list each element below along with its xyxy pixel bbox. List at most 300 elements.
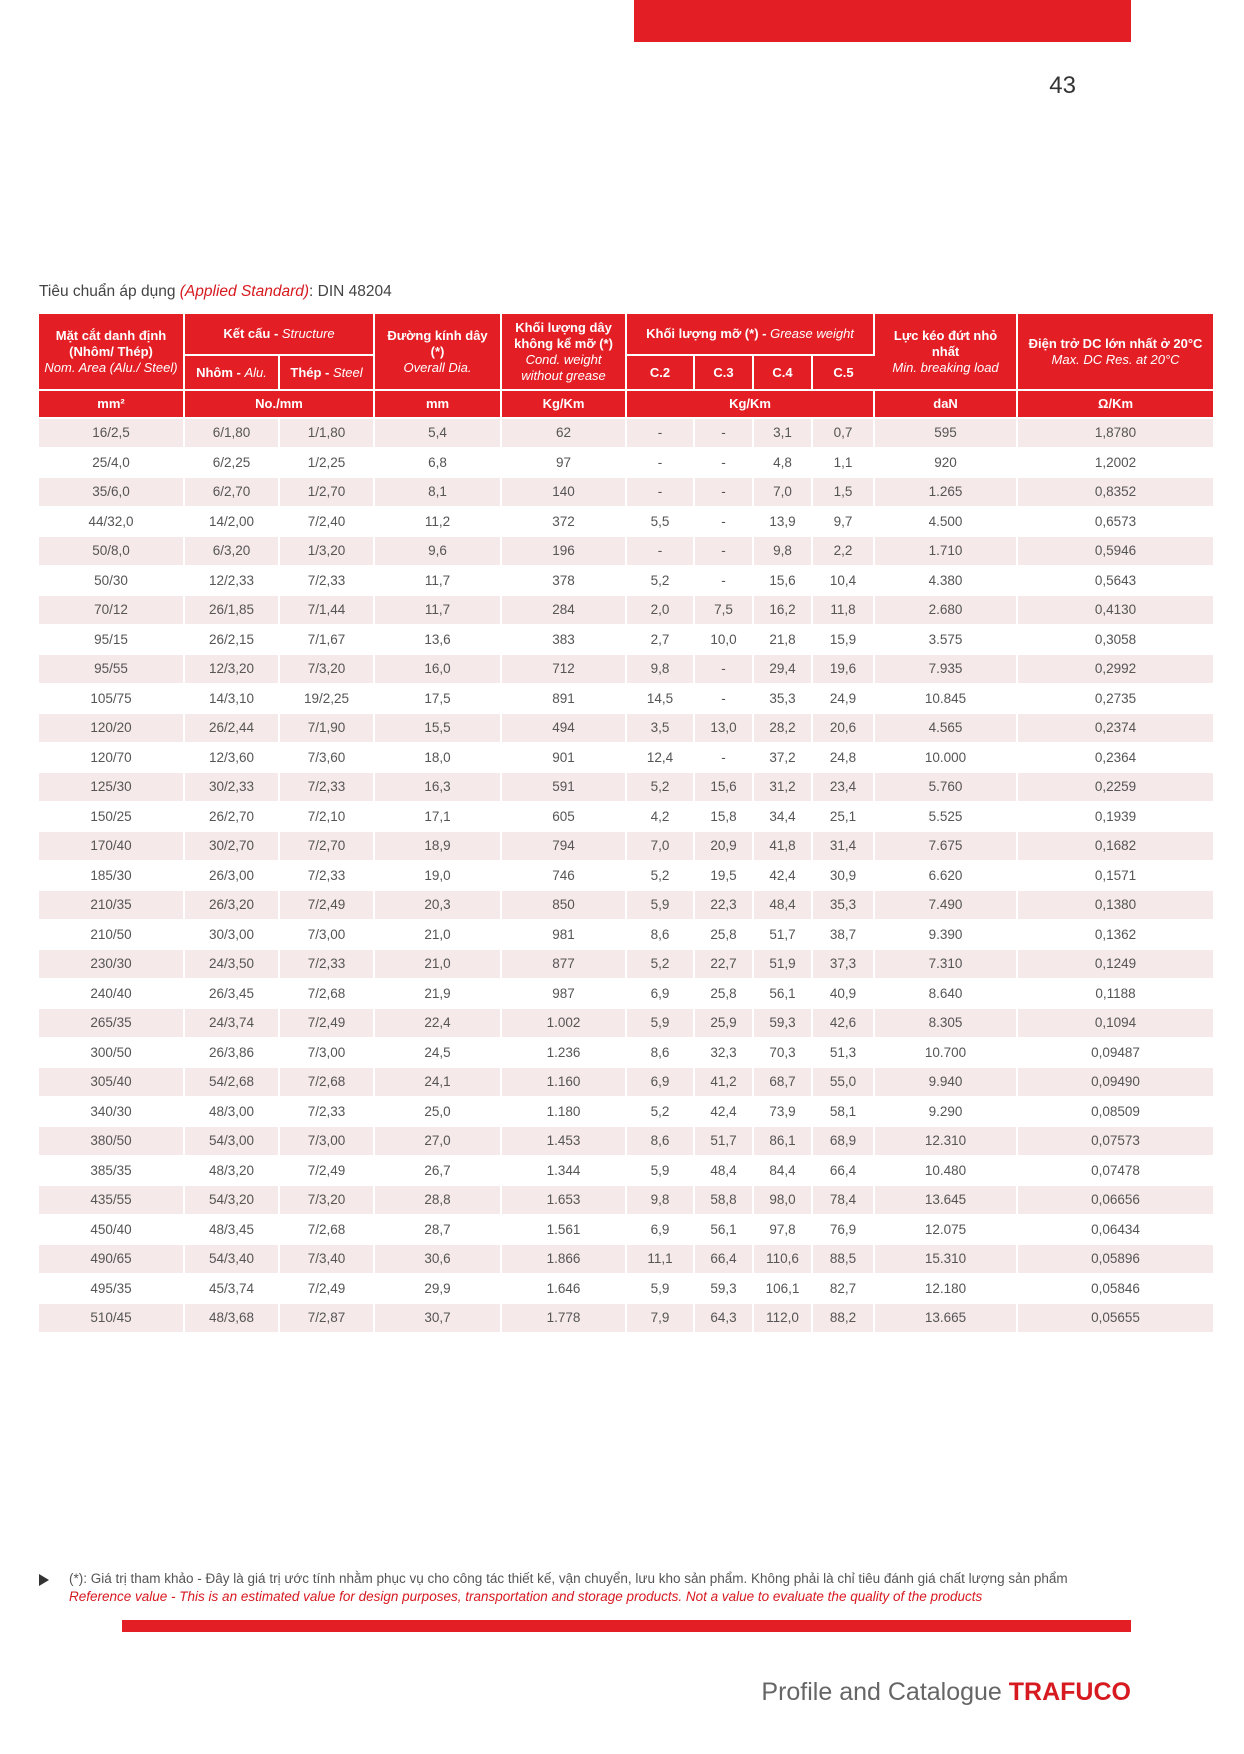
table-cell: 19,5 bbox=[694, 861, 753, 891]
table-row bbox=[39, 861, 1213, 891]
table-cell: 605 bbox=[501, 802, 626, 832]
table-cell: 56,1 bbox=[753, 979, 812, 1009]
table-cell: 48,4 bbox=[694, 1156, 753, 1186]
table-cell: 17,1 bbox=[374, 802, 501, 832]
table-row bbox=[39, 625, 1213, 655]
table-cell: 24/3,74 bbox=[184, 1008, 279, 1038]
table-row bbox=[39, 477, 1213, 507]
table-cell: 21,9 bbox=[374, 979, 501, 1009]
spec-table-body bbox=[39, 418, 1213, 1333]
table-cell: 42,4 bbox=[753, 861, 812, 891]
table-cell: 0,07573 bbox=[1017, 1126, 1213, 1156]
header-c5: C.5 bbox=[812, 355, 874, 390]
table-cell: 5,2 bbox=[626, 949, 694, 979]
table-cell: 27,0 bbox=[374, 1126, 501, 1156]
table-cell: 26/2,44 bbox=[184, 713, 279, 743]
table-cell: 7.935 bbox=[874, 654, 1017, 684]
table-cell: 11,7 bbox=[374, 595, 501, 625]
table-cell: 1.265 bbox=[874, 477, 1017, 507]
table-cell: 21,0 bbox=[374, 949, 501, 979]
table-cell: 28,8 bbox=[374, 1185, 501, 1215]
table-cell: 59,3 bbox=[753, 1008, 812, 1038]
table-cell: - bbox=[694, 536, 753, 566]
table-cell: 794 bbox=[501, 831, 626, 861]
table-cell: 19/2,25 bbox=[279, 684, 374, 714]
table-row bbox=[39, 979, 1213, 1009]
table-cell: 7/2,68 bbox=[279, 979, 374, 1009]
table-cell: 11,2 bbox=[374, 507, 501, 537]
table-cell: 28,7 bbox=[374, 1215, 501, 1245]
table-cell: 105/75 bbox=[39, 684, 184, 714]
table-cell: 16,3 bbox=[374, 772, 501, 802]
table-cell: 41,8 bbox=[753, 831, 812, 861]
table-cell: 0,09490 bbox=[1017, 1067, 1213, 1097]
table-cell: - bbox=[626, 477, 694, 507]
table-cell: 54/3,20 bbox=[184, 1185, 279, 1215]
table-cell: 0,1682 bbox=[1017, 831, 1213, 861]
table-cell: 66,4 bbox=[694, 1244, 753, 1274]
table-cell: 51,7 bbox=[694, 1126, 753, 1156]
table-cell: 7,0 bbox=[753, 477, 812, 507]
table-cell: 385/35 bbox=[39, 1156, 184, 1186]
table-cell: 1.778 bbox=[501, 1303, 626, 1333]
table-cell: 10.480 bbox=[874, 1156, 1017, 1186]
table-cell: 7,9 bbox=[626, 1303, 694, 1333]
table-cell: 15,6 bbox=[694, 772, 753, 802]
table-cell: 10.845 bbox=[874, 684, 1017, 714]
table-cell: 11,1 bbox=[626, 1244, 694, 1274]
table-row bbox=[39, 831, 1213, 861]
table-cell: 30/2,33 bbox=[184, 772, 279, 802]
table-cell: 48/3,68 bbox=[184, 1303, 279, 1333]
table-cell: 9.290 bbox=[874, 1097, 1017, 1127]
footnote bbox=[39, 1570, 1219, 1606]
table-cell: 70,3 bbox=[753, 1038, 812, 1068]
table-cell: 24,1 bbox=[374, 1067, 501, 1097]
table-cell: 7/2,49 bbox=[279, 1156, 374, 1186]
table-cell: 35,3 bbox=[812, 890, 874, 920]
table-cell: - bbox=[694, 507, 753, 537]
table-cell: 9,7 bbox=[812, 507, 874, 537]
table-cell: 5,9 bbox=[626, 1008, 694, 1038]
table-cell: 10.700 bbox=[874, 1038, 1017, 1068]
table-cell: 1.646 bbox=[501, 1274, 626, 1304]
table-row bbox=[39, 595, 1213, 625]
table-cell: 746 bbox=[501, 861, 626, 891]
table-cell: 240/40 bbox=[39, 979, 184, 1009]
table-row bbox=[39, 684, 1213, 714]
table-cell: 10.000 bbox=[874, 743, 1017, 773]
table-cell: 4,8 bbox=[753, 448, 812, 478]
table-cell: 0,2374 bbox=[1017, 713, 1213, 743]
table-cell: - bbox=[626, 448, 694, 478]
table-cell: 78,4 bbox=[812, 1185, 874, 1215]
table-cell: - bbox=[694, 418, 753, 448]
table-cell: 378 bbox=[501, 566, 626, 596]
table-cell: 7.490 bbox=[874, 890, 1017, 920]
table-cell: 210/50 bbox=[39, 920, 184, 950]
table-cell: 97,8 bbox=[753, 1215, 812, 1245]
table-cell: 34,4 bbox=[753, 802, 812, 832]
table-cell: 5,2 bbox=[626, 772, 694, 802]
header-row-1 bbox=[39, 314, 1213, 355]
table-cell: 35/6,0 bbox=[39, 477, 184, 507]
table-cell: 66,4 bbox=[812, 1156, 874, 1186]
table-cell: 42,6 bbox=[812, 1008, 874, 1038]
table-cell: - bbox=[694, 448, 753, 478]
table-cell: 26/2,15 bbox=[184, 625, 279, 655]
table-cell: 5,2 bbox=[626, 566, 694, 596]
table-row bbox=[39, 1156, 1213, 1186]
table-cell: 110,6 bbox=[753, 1244, 812, 1274]
table-cell: 12,4 bbox=[626, 743, 694, 773]
footnote-arrow-icon bbox=[39, 1574, 49, 1586]
table-cell: 88,5 bbox=[812, 1244, 874, 1274]
table-cell: 12.180 bbox=[874, 1274, 1017, 1304]
table-row bbox=[39, 418, 1213, 448]
table-cell: 0,09487 bbox=[1017, 1038, 1213, 1068]
table-cell: 1.236 bbox=[501, 1038, 626, 1068]
table-cell: 22,4 bbox=[374, 1008, 501, 1038]
table-cell: 7,0 bbox=[626, 831, 694, 861]
table-cell: 7.675 bbox=[874, 831, 1017, 861]
standard-label-en: (Applied Standard) bbox=[179, 283, 310, 300]
table-cell: 8.640 bbox=[874, 979, 1017, 1009]
table-cell: 435/55 bbox=[39, 1185, 184, 1215]
table-cell: - bbox=[694, 743, 753, 773]
table-cell: 31,2 bbox=[753, 772, 812, 802]
table-cell: 50/30 bbox=[39, 566, 184, 596]
table-cell: 15,8 bbox=[694, 802, 753, 832]
unit-structure: No./mm bbox=[184, 390, 374, 418]
unit-grease: Kg/Km bbox=[626, 390, 874, 418]
table-cell: 25,8 bbox=[694, 979, 753, 1009]
table-cell: 510/45 bbox=[39, 1303, 184, 1333]
table-cell: 5,9 bbox=[626, 1274, 694, 1304]
table-cell: 95/55 bbox=[39, 654, 184, 684]
table-cell: 25,9 bbox=[694, 1008, 753, 1038]
spec-table bbox=[39, 314, 1213, 1334]
table-cell: 29,4 bbox=[753, 654, 812, 684]
table-cell: 7/2,33 bbox=[279, 566, 374, 596]
table-row bbox=[39, 1038, 1213, 1068]
table-cell: 1.561 bbox=[501, 1215, 626, 1245]
table-cell: 11,8 bbox=[812, 595, 874, 625]
table-cell: 3,5 bbox=[626, 713, 694, 743]
table-cell: 12/3,60 bbox=[184, 743, 279, 773]
table-cell: 37,2 bbox=[753, 743, 812, 773]
table-cell: 44/32,0 bbox=[39, 507, 184, 537]
table-cell: 15,6 bbox=[753, 566, 812, 596]
table-cell: 1,8780 bbox=[1017, 418, 1213, 448]
table-cell: 981 bbox=[501, 920, 626, 950]
table-cell: 5,4 bbox=[374, 418, 501, 448]
table-cell: 6,9 bbox=[626, 979, 694, 1009]
table-cell: 6/3,20 bbox=[184, 536, 279, 566]
table-cell: 7/3,40 bbox=[279, 1244, 374, 1274]
table-cell: 284 bbox=[501, 595, 626, 625]
table-cell: 26/3,86 bbox=[184, 1038, 279, 1068]
table-cell: 6.620 bbox=[874, 861, 1017, 891]
table-cell: 15,9 bbox=[812, 625, 874, 655]
top-accent-bar bbox=[634, 0, 1131, 42]
table-cell: 68,9 bbox=[812, 1126, 874, 1156]
unit-dia: mm bbox=[374, 390, 501, 418]
table-cell: 22,3 bbox=[694, 890, 753, 920]
table-cell: 4.565 bbox=[874, 713, 1017, 743]
table-cell: 9,8 bbox=[626, 654, 694, 684]
table-cell: 26/1,85 bbox=[184, 595, 279, 625]
table-cell: 591 bbox=[501, 772, 626, 802]
header-c2: C.2 bbox=[626, 355, 694, 390]
table-cell: 13.665 bbox=[874, 1303, 1017, 1333]
table-cell: 0,05846 bbox=[1017, 1274, 1213, 1304]
table-cell: 26/2,70 bbox=[184, 802, 279, 832]
table-cell: 42,4 bbox=[694, 1097, 753, 1127]
standard-label: Tiêu chuẩn áp dụng bbox=[39, 283, 180, 300]
table-cell: 0,1939 bbox=[1017, 802, 1213, 832]
table-cell: 6/2,25 bbox=[184, 448, 279, 478]
table-cell: 6/1,80 bbox=[184, 418, 279, 448]
header-nom-area: Mặt cắt danh định (Nhôm/ Thép) Nom. Area (Alu./ Steel) bbox=[39, 314, 184, 390]
table-cell: 1,5 bbox=[812, 477, 874, 507]
header-cond-weight: Khối lượng dây không kể mỡ (*) Cond. weight without grease bbox=[501, 314, 626, 390]
table-cell: 48/3,00 bbox=[184, 1097, 279, 1127]
table-cell: 1/2,25 bbox=[279, 448, 374, 478]
table-cell: 30/2,70 bbox=[184, 831, 279, 861]
table-cell: 7/3,00 bbox=[279, 920, 374, 950]
table-cell: 120/20 bbox=[39, 713, 184, 743]
table-cell: 98,0 bbox=[753, 1185, 812, 1215]
table-cell: 2.680 bbox=[874, 595, 1017, 625]
table-cell: 51,7 bbox=[753, 920, 812, 950]
table-cell: 6/2,70 bbox=[184, 477, 279, 507]
table-cell: 12/3,20 bbox=[184, 654, 279, 684]
table-cell: 12.075 bbox=[874, 1215, 1017, 1245]
table-cell: 22,7 bbox=[694, 949, 753, 979]
table-cell: 25,1 bbox=[812, 802, 874, 832]
standard-separator: : bbox=[309, 283, 318, 300]
table-cell: 58,1 bbox=[812, 1097, 874, 1127]
table-cell: 58,8 bbox=[694, 1185, 753, 1215]
table-cell: 97 bbox=[501, 448, 626, 478]
table-cell: 1/1,80 bbox=[279, 418, 374, 448]
table-cell: 0,5643 bbox=[1017, 566, 1213, 596]
table-cell: 28,2 bbox=[753, 713, 812, 743]
table-cell: 300/50 bbox=[39, 1038, 184, 1068]
table-row bbox=[39, 949, 1213, 979]
table-cell: 340/30 bbox=[39, 1097, 184, 1127]
table-cell: 0,2364 bbox=[1017, 743, 1213, 773]
table-row bbox=[39, 566, 1213, 596]
bottom-accent-bar bbox=[122, 1620, 1131, 1632]
table-cell: 24,8 bbox=[812, 743, 874, 773]
table-cell: 30,9 bbox=[812, 861, 874, 891]
table-cell: 8,6 bbox=[626, 1126, 694, 1156]
table-cell: 24,5 bbox=[374, 1038, 501, 1068]
header-alu: Nhôm - Alu. bbox=[184, 355, 279, 390]
table-cell: 9,8 bbox=[626, 1185, 694, 1215]
table-cell: 7/2,68 bbox=[279, 1067, 374, 1097]
header-steel: Thép - Steel bbox=[279, 355, 374, 390]
table-cell: 25,0 bbox=[374, 1097, 501, 1127]
table-cell: 3,1 bbox=[753, 418, 812, 448]
table-row bbox=[39, 1067, 1213, 1097]
table-cell: 18,9 bbox=[374, 831, 501, 861]
table-cell: 1.710 bbox=[874, 536, 1017, 566]
table-cell: 18,0 bbox=[374, 743, 501, 773]
table-cell: 712 bbox=[501, 654, 626, 684]
table-cell: 15,5 bbox=[374, 713, 501, 743]
table-cell: 4,2 bbox=[626, 802, 694, 832]
table-cell: 106,1 bbox=[753, 1274, 812, 1304]
table-cell: 8,1 bbox=[374, 477, 501, 507]
table-cell: 9,6 bbox=[374, 536, 501, 566]
table-cell: 21,8 bbox=[753, 625, 812, 655]
table-cell: 7/3,00 bbox=[279, 1038, 374, 1068]
table-cell: 70/12 bbox=[39, 595, 184, 625]
table-cell: 13,9 bbox=[753, 507, 812, 537]
table-cell: 6,9 bbox=[626, 1215, 694, 1245]
table-cell: 8,6 bbox=[626, 920, 694, 950]
header-breaking-load: Lực kéo đứt nhỏ nhất Min. breaking load bbox=[874, 314, 1017, 390]
table-row bbox=[39, 890, 1213, 920]
standard-value: DIN 48204 bbox=[317, 283, 392, 300]
table-cell: 51,3 bbox=[812, 1038, 874, 1068]
table-row bbox=[39, 1215, 1213, 1245]
table-cell: 56,1 bbox=[694, 1215, 753, 1245]
header-structure: Kết cấu - Structure bbox=[184, 314, 374, 355]
table-cell: 125/30 bbox=[39, 772, 184, 802]
table-cell: 16,2 bbox=[753, 595, 812, 625]
table-cell: 0,1249 bbox=[1017, 949, 1213, 979]
table-cell: 0,1380 bbox=[1017, 890, 1213, 920]
footnote-en: Reference value - This is an estimated value for design purposes, transportation and storage products. Not a value to evaluate the quality of the products bbox=[69, 1589, 983, 1604]
header-dc-resistance: Điện trở DC lớn nhất ở 20°C Max. DC Res. at 20°C bbox=[1017, 314, 1213, 390]
table-cell: 372 bbox=[501, 507, 626, 537]
table-cell: 1,2002 bbox=[1017, 448, 1213, 478]
table-cell: - bbox=[694, 477, 753, 507]
table-cell: 10,4 bbox=[812, 566, 874, 596]
table-cell: 10,0 bbox=[694, 625, 753, 655]
table-cell: 7/2,33 bbox=[279, 861, 374, 891]
table-cell: 0,07478 bbox=[1017, 1156, 1213, 1186]
header-c4: C.4 bbox=[753, 355, 812, 390]
table-cell: 0,08509 bbox=[1017, 1097, 1213, 1127]
table-cell: 494 bbox=[501, 713, 626, 743]
table-cell: 48/3,20 bbox=[184, 1156, 279, 1186]
table-cell: 305/40 bbox=[39, 1067, 184, 1097]
table-cell: 54/3,00 bbox=[184, 1126, 279, 1156]
table-cell: 490/65 bbox=[39, 1244, 184, 1274]
table-row bbox=[39, 713, 1213, 743]
table-row bbox=[39, 448, 1213, 478]
table-cell: 30,6 bbox=[374, 1244, 501, 1274]
table-cell: 38,7 bbox=[812, 920, 874, 950]
table-cell: 30/3,00 bbox=[184, 920, 279, 950]
table-cell: 5,9 bbox=[626, 890, 694, 920]
table-row bbox=[39, 1274, 1213, 1304]
table-cell: 0,1571 bbox=[1017, 861, 1213, 891]
table-cell: 21,0 bbox=[374, 920, 501, 950]
table-cell: 0,1362 bbox=[1017, 920, 1213, 950]
table-cell: 86,1 bbox=[753, 1126, 812, 1156]
table-cell: 450/40 bbox=[39, 1215, 184, 1245]
table-cell: 112,0 bbox=[753, 1303, 812, 1333]
table-cell: 4.500 bbox=[874, 507, 1017, 537]
table-cell: 37,3 bbox=[812, 949, 874, 979]
table-cell: 6,8 bbox=[374, 448, 501, 478]
table-cell: 9.940 bbox=[874, 1067, 1017, 1097]
table-cell: 185/30 bbox=[39, 861, 184, 891]
table-cell: 95/15 bbox=[39, 625, 184, 655]
table-cell: 920 bbox=[874, 448, 1017, 478]
table-cell: 7/1,44 bbox=[279, 595, 374, 625]
catalogue-footer bbox=[761, 1678, 1131, 1707]
table-cell: 987 bbox=[501, 979, 626, 1009]
table-cell: 0,2992 bbox=[1017, 654, 1213, 684]
table-cell: 380/50 bbox=[39, 1126, 184, 1156]
table-cell: 50/8,0 bbox=[39, 536, 184, 566]
table-cell: 35,3 bbox=[753, 684, 812, 714]
table-row bbox=[39, 654, 1213, 684]
table-cell: 0,3058 bbox=[1017, 625, 1213, 655]
table-row bbox=[39, 1008, 1213, 1038]
table-cell: 7/1,67 bbox=[279, 625, 374, 655]
spec-table-wrapper bbox=[39, 314, 1213, 1334]
table-cell: - bbox=[626, 418, 694, 448]
table-cell: 59,3 bbox=[694, 1274, 753, 1304]
table-cell: 48/3,45 bbox=[184, 1215, 279, 1245]
table-row bbox=[39, 1126, 1213, 1156]
catalogue-title: Profile and Catalogue bbox=[761, 1678, 1009, 1706]
table-cell: 7/2,33 bbox=[279, 772, 374, 802]
table-cell: 1.653 bbox=[501, 1185, 626, 1215]
table-cell: 7/2,87 bbox=[279, 1303, 374, 1333]
table-cell: 196 bbox=[501, 536, 626, 566]
table-cell: 1.453 bbox=[501, 1126, 626, 1156]
table-cell: 7/3,00 bbox=[279, 1126, 374, 1156]
header-grease-weight: Khối lượng mỡ (*) - Grease weight bbox=[626, 314, 874, 355]
table-cell: 7/2,10 bbox=[279, 802, 374, 832]
table-cell: 383 bbox=[501, 625, 626, 655]
table-cell: 7/2,49 bbox=[279, 1008, 374, 1038]
table-cell: 7/3,60 bbox=[279, 743, 374, 773]
table-cell: 40,9 bbox=[812, 979, 874, 1009]
table-cell: 1,1 bbox=[812, 448, 874, 478]
table-cell: 120/70 bbox=[39, 743, 184, 773]
table-cell: 24,9 bbox=[812, 684, 874, 714]
table-cell: 9.390 bbox=[874, 920, 1017, 950]
table-cell: 7/2,49 bbox=[279, 890, 374, 920]
table-cell: 88,2 bbox=[812, 1303, 874, 1333]
table-cell: 8.305 bbox=[874, 1008, 1017, 1038]
table-cell: 0,05896 bbox=[1017, 1244, 1213, 1274]
table-row bbox=[39, 743, 1213, 773]
table-row bbox=[39, 1185, 1213, 1215]
table-cell: 0,06656 bbox=[1017, 1185, 1213, 1215]
table-cell: 19,0 bbox=[374, 861, 501, 891]
table-cell: 62 bbox=[501, 418, 626, 448]
table-cell: 82,7 bbox=[812, 1274, 874, 1304]
table-cell: 29,9 bbox=[374, 1274, 501, 1304]
table-cell: 15.310 bbox=[874, 1244, 1017, 1274]
table-cell: 13,6 bbox=[374, 625, 501, 655]
table-cell: 25/4,0 bbox=[39, 448, 184, 478]
table-cell: 8,6 bbox=[626, 1038, 694, 1068]
table-row bbox=[39, 802, 1213, 832]
table-cell: 850 bbox=[501, 890, 626, 920]
